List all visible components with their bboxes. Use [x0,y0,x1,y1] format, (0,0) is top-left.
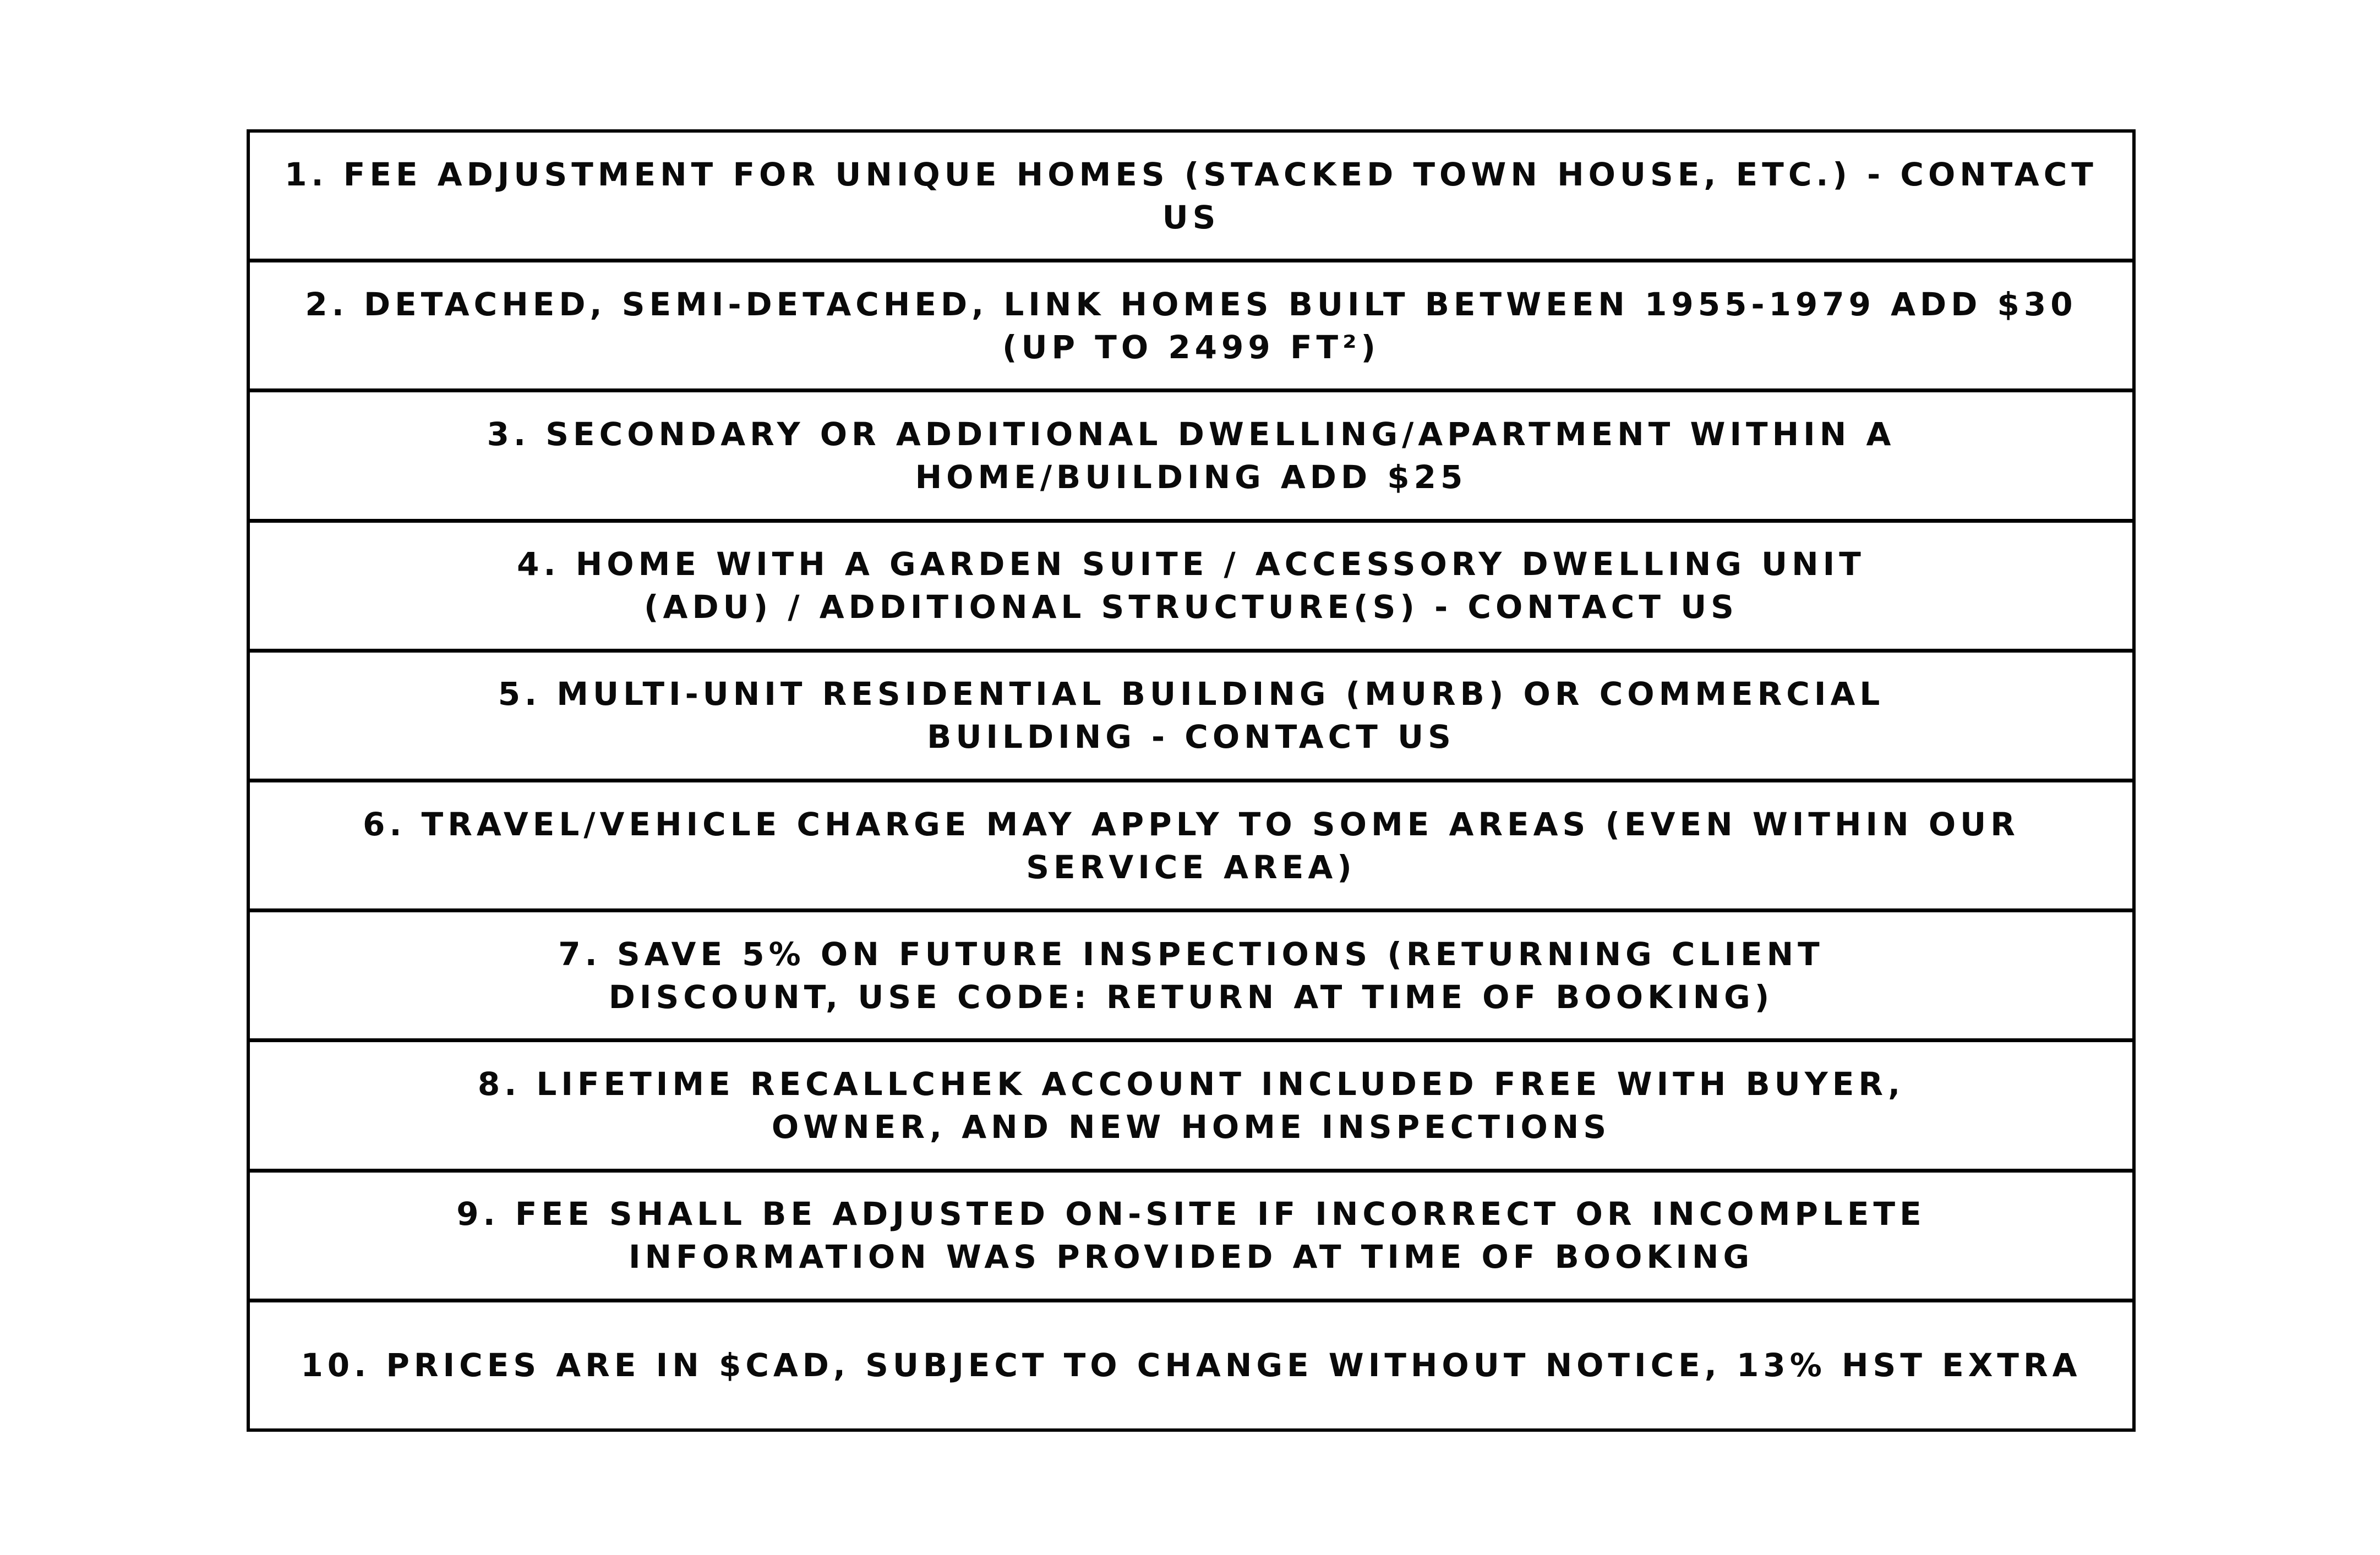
note-text: 4. HOME WITH A GARDEN SUITE / ACCESSORY DWELLING UNIT (ADU) / ADDITIONAL STRUCTURE(S) - CONTACT US [517,545,1865,626]
note-row-3 [250,388,2132,518]
note-text: 10. PRICES ARE IN $CAD, SUBJECT TO CHANGE WITHOUT NOTICE, 13% HST EXTRA [301,1346,2082,1384]
pricing-notes-table [247,129,2136,1432]
note-text: 1. FEE ADJUSTMENT FOR UNIQUE HOMES (STACKED TOWN HOUSE, ETC.) - CONTACT US [285,155,2098,236]
note-row-2 [250,259,2132,388]
note-text: 8. LIFETIME RECALLCHEK ACCOUNT INCLUDED FREE WITH BUYER, OWNER, AND NEW HOME INSPECTIONS [477,1065,1905,1146]
note-row-7 [250,908,2132,1038]
note-text: 5. MULTI-UNIT RESIDENTIAL BUILDING (MURB) OR COMMERCIAL BUILDING - CONTACT US [498,675,1885,756]
note-row-8 [250,1038,2132,1168]
note-text: 7. SAVE 5% ON FUTURE INSPECTIONS (RETURNING CLIENT DISCOUNT, USE CODE: RETURN AT TIME OF BOOKING) [558,935,1824,1016]
note-row-9 [250,1169,2132,1299]
note-row-10 [250,1299,2132,1428]
note-text: 9. FEE SHALL BE ADJUSTED ON-SITE IF INCORRECT OR INCOMPLETE INFORMATION WAS PROVIDED AT TIME OF BOOKING [456,1195,1926,1276]
note-text: 3. SECONDARY OR ADDITIONAL DWELLING/APARTMENT WITHIN A HOME/BUILDING ADD $25 [487,415,1896,496]
note-row-4 [250,519,2132,649]
note-row-1 [250,133,2132,259]
note-text: 2. DETACHED, SEMI-DETACHED, LINK HOMES BUILT BETWEEN 1955-1979 ADD $30 (UP TO 2499 FT²) [305,285,2077,366]
note-row-6 [250,779,2132,908]
note-row-5 [250,649,2132,779]
note-text: 6. TRAVEL/VEHICLE CHARGE MAY APPLY TO SOME AREAS (EVEN WITHIN OUR SERVICE AREA) [363,805,2019,886]
